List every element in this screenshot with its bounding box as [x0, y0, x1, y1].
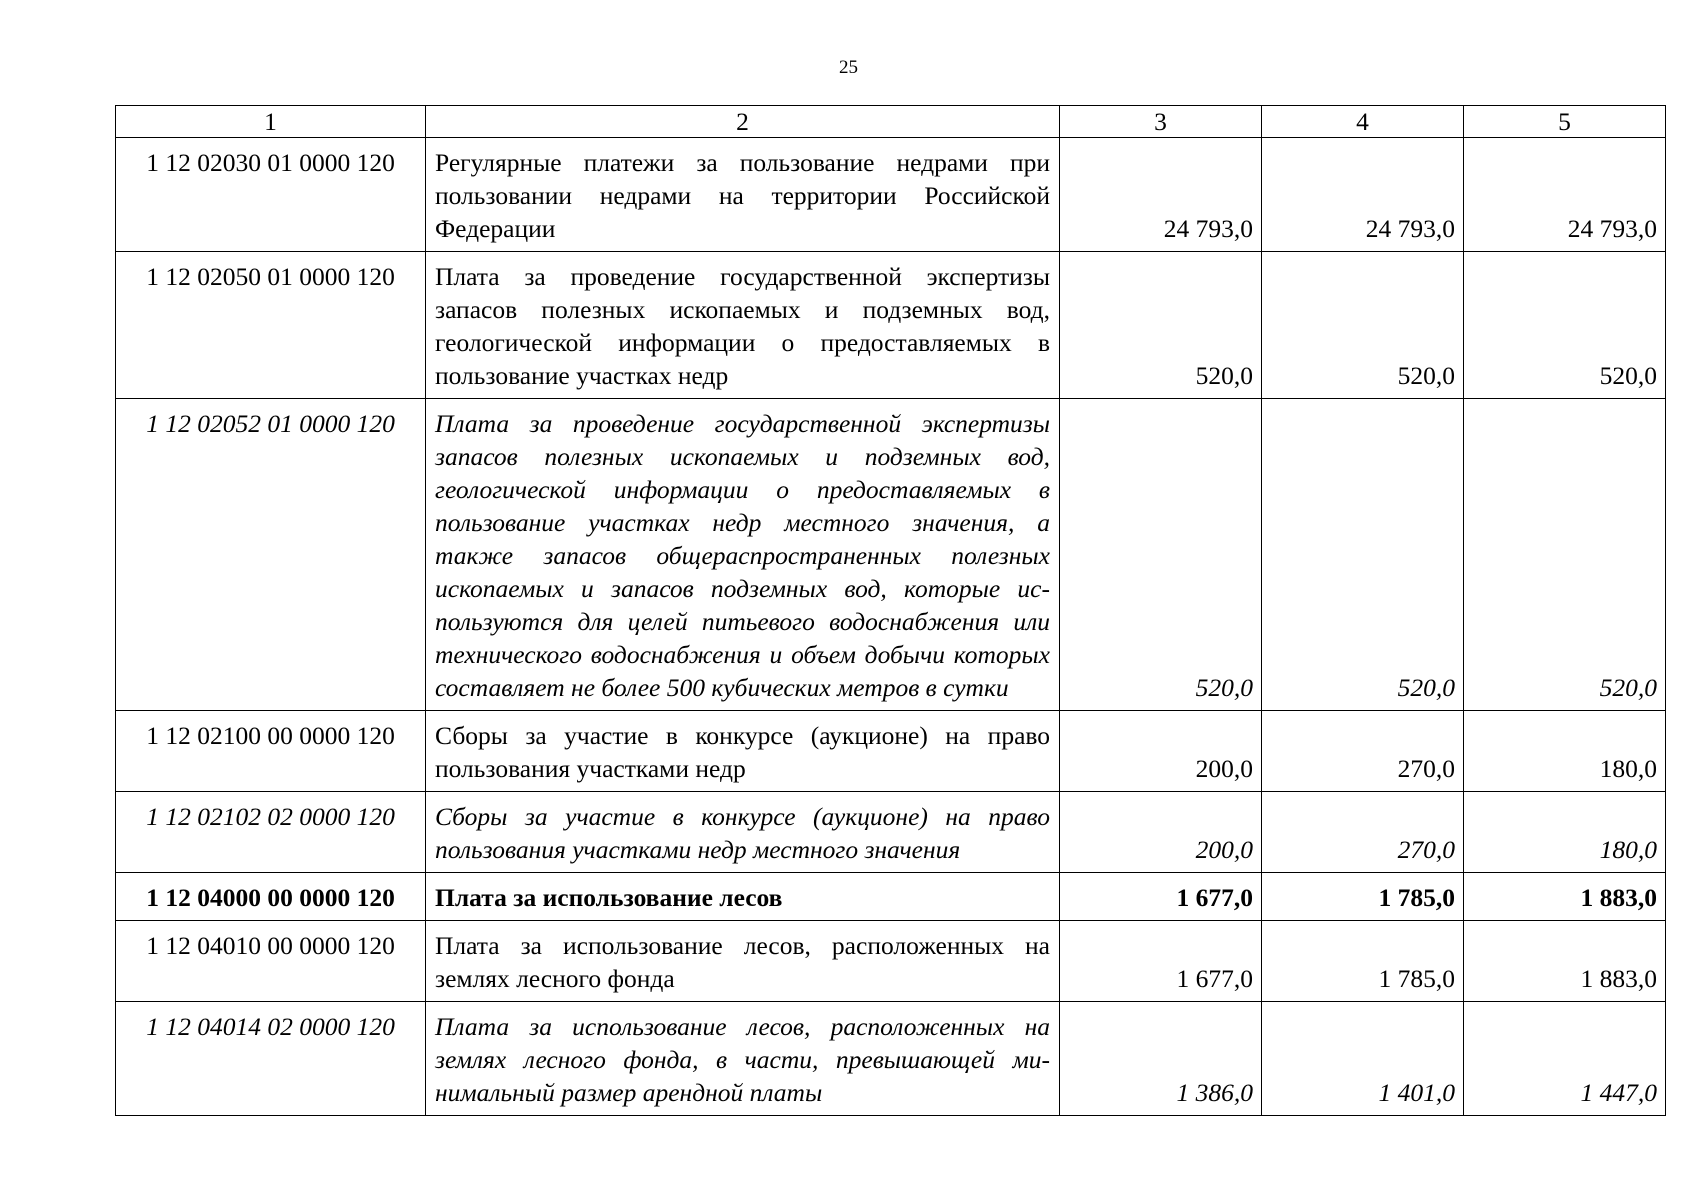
amount-year-3: 1 883,0	[1464, 873, 1666, 921]
amount-year-1: 520,0	[1060, 252, 1262, 399]
amount-year-2: 1 401,0	[1262, 1002, 1464, 1116]
amount-year-3: 520,0	[1464, 252, 1666, 399]
amount-year-1: 1 677,0	[1060, 921, 1262, 1002]
revenue-name: Сборы за участие в конкурсе (аукционе) на право пользования участками недр	[426, 711, 1060, 792]
column-header-code: 1	[116, 106, 426, 138]
amount-year-2: 1 785,0	[1262, 873, 1464, 921]
amount-year-1: 24 793,0	[1060, 138, 1262, 252]
amount-year-2: 1 785,0	[1262, 921, 1464, 1002]
budget-code: 1 12 02050 01 0000 120	[116, 252, 426, 399]
amount-year-2: 270,0	[1262, 792, 1464, 873]
column-header-year-3: 5	[1464, 106, 1666, 138]
amount-year-2: 520,0	[1262, 252, 1464, 399]
amount-year-3: 180,0	[1464, 711, 1666, 792]
budget-code: 1 12 04000 00 0000 120	[116, 873, 426, 921]
revenue-name: Плата за использование лесов	[426, 873, 1060, 921]
revenue-table	[115, 105, 1666, 1116]
amount-year-3: 520,0	[1464, 399, 1666, 711]
table-row	[116, 792, 1666, 873]
table-header-row	[116, 106, 1666, 138]
amount-year-1: 200,0	[1060, 711, 1262, 792]
revenue-name: Регулярные платежи за пользование недрами при пользовании недрами на территории Российской Федерации	[426, 138, 1060, 252]
table-row	[116, 138, 1666, 252]
amount-year-2: 520,0	[1262, 399, 1464, 711]
page-number: 25	[839, 57, 858, 78]
table-row	[116, 873, 1666, 921]
amount-year-3: 1 447,0	[1464, 1002, 1666, 1116]
table-row	[116, 1002, 1666, 1116]
revenue-name: Плата за использование лесов, расположенных на землях лесного фонда, в части, превышающей минимальный размер арендной платы	[426, 1002, 1060, 1116]
budget-code: 1 12 02100 00 0000 120	[116, 711, 426, 792]
budget-code: 1 12 02102 02 0000 120	[116, 792, 426, 873]
budget-code: 1 12 02052 01 0000 120	[116, 399, 426, 711]
amount-year-2: 270,0	[1262, 711, 1464, 792]
table-row	[116, 399, 1666, 711]
amount-year-3: 24 793,0	[1464, 138, 1666, 252]
amount-year-1: 1 677,0	[1060, 873, 1262, 921]
amount-year-1: 520,0	[1060, 399, 1262, 711]
budget-code: 1 12 02030 01 0000 120	[116, 138, 426, 252]
amount-year-2: 24 793,0	[1262, 138, 1464, 252]
amount-year-1: 200,0	[1060, 792, 1262, 873]
table-row	[116, 711, 1666, 792]
amount-year-1: 1 386,0	[1060, 1002, 1262, 1116]
column-header-name: 2	[426, 106, 1060, 138]
budget-code: 1 12 04010 00 0000 120	[116, 921, 426, 1002]
amount-year-3: 1 883,0	[1464, 921, 1666, 1002]
table-row	[116, 921, 1666, 1002]
budget-code: 1 12 04014 02 0000 120	[116, 1002, 426, 1116]
column-header-year-1: 3	[1060, 106, 1262, 138]
column-header-year-2: 4	[1262, 106, 1464, 138]
revenue-name: Плата за проведение государственной экспертизы запасов полезных ископаемых и подземных вод, геологической информации о предоставляемых в пользование участках недр	[426, 252, 1060, 399]
revenue-name: Сборы за участие в конкурсе (аукционе) на право пользования участками недр местного значения	[426, 792, 1060, 873]
amount-year-3: 180,0	[1464, 792, 1666, 873]
revenue-name: Плата за проведение государственной экспертизы запасов полезных ископаемых и подземных вод, геологической информации о предоставляемых в пользование участках недр местного значения, а также запасов общераспространенных полезных ископаемых и запасов подземных вод, которые используются для целей питьевого водоснабжения или технического водоснабжения и объем добычи которых составляет не более 500 кубических метров в сутки	[426, 399, 1060, 711]
table-row	[116, 252, 1666, 399]
revenue-name: Плата за использование лесов, расположенных на землях лесного фонда	[426, 921, 1060, 1002]
